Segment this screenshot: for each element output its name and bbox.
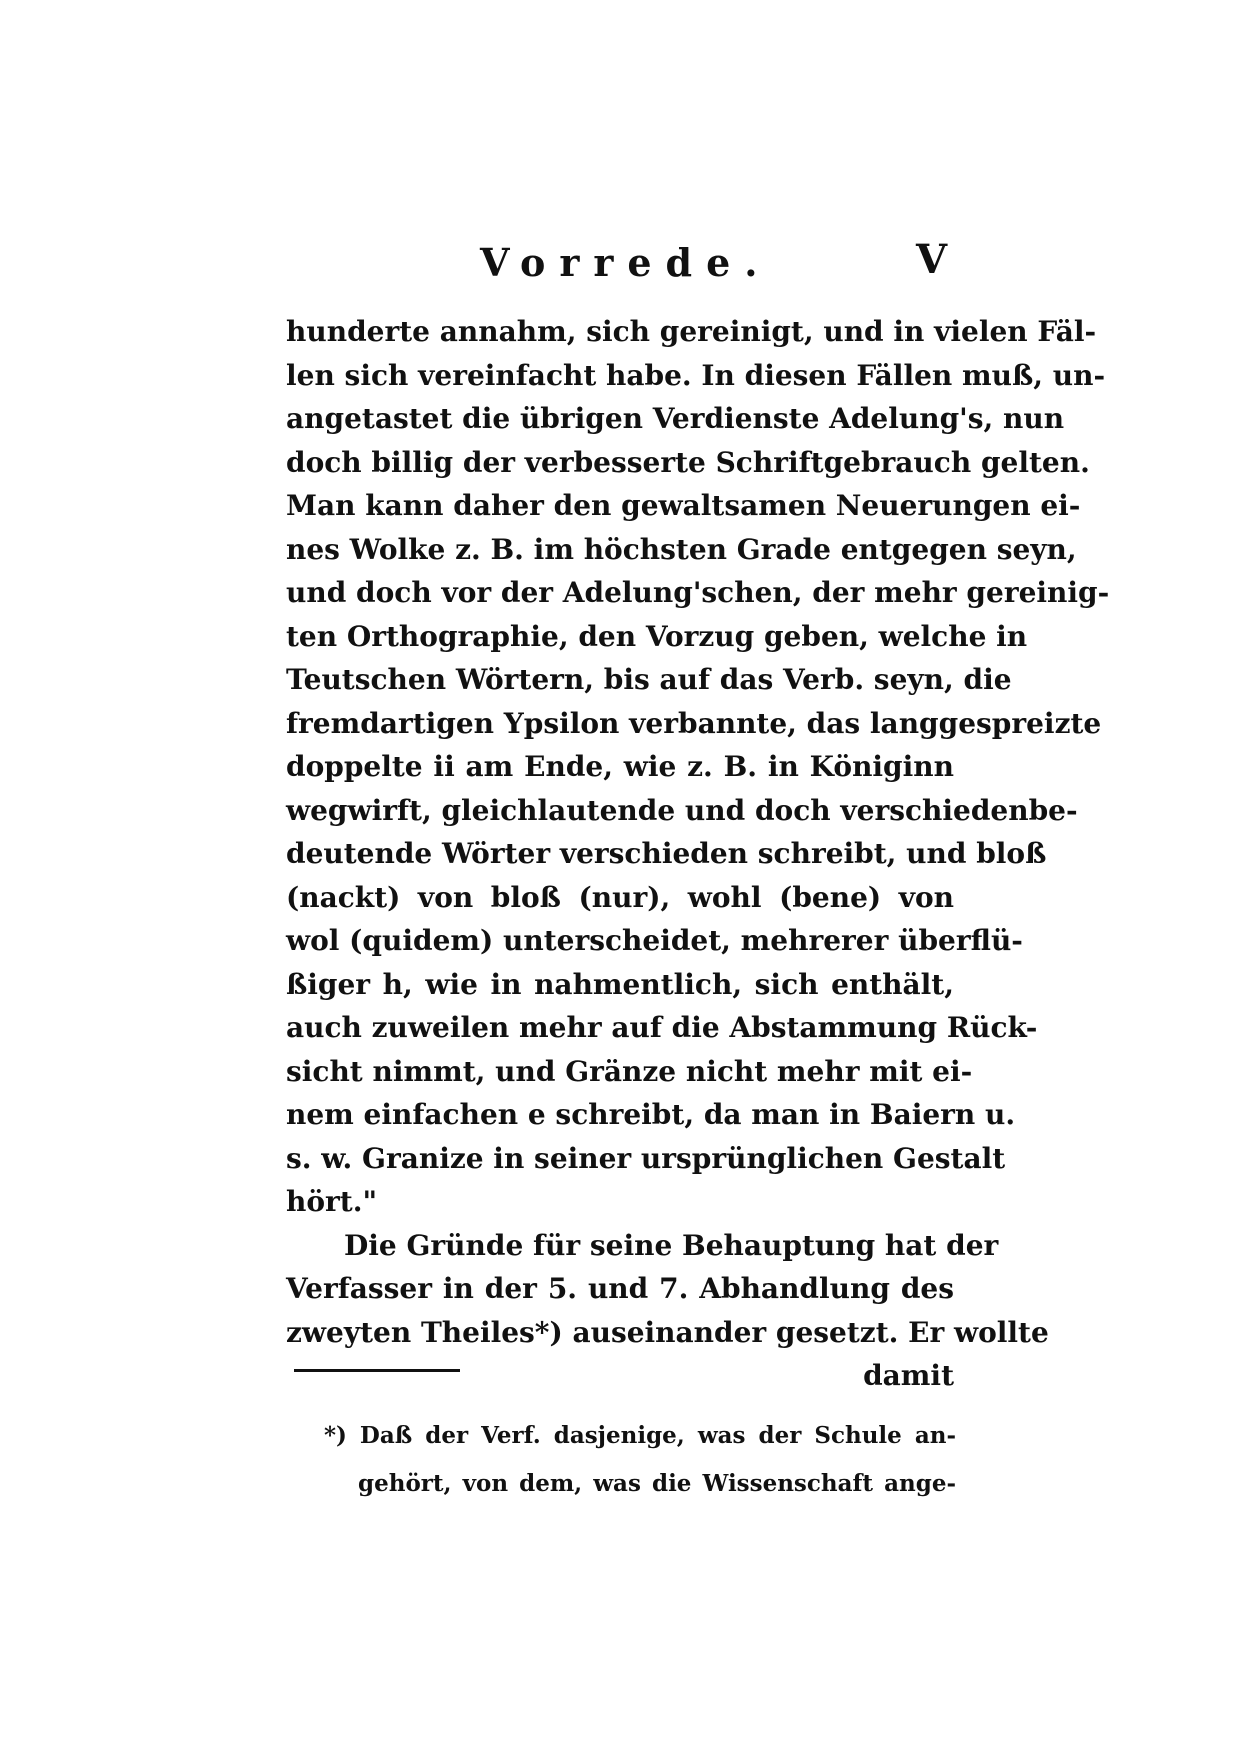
text-line: nes Wolke z. B. im höchsten Grade entgegen seyn, xyxy=(286,532,1077,566)
text-line: hört." xyxy=(286,1185,378,1218)
running-header-title: Vorrede. xyxy=(480,240,772,285)
text-line: deutende Wörter verschieden schreibt, und bloß xyxy=(286,837,1047,870)
text-line: hunderte annahm, sich gereinigt, und in vielen Fäl- xyxy=(286,315,1097,348)
text-line: Man kann daher den gewaltsamen Neuerungen ei- xyxy=(286,489,1081,522)
text-line: angetastet die übrigen Verdienste Adelung's, nun xyxy=(286,402,1065,435)
paragraph-line: Die Gründe für seine Behauptung hat der xyxy=(344,1228,999,1262)
paragraph-line: Verfasser in der 5. und 7. Abhandlung des xyxy=(286,1272,954,1305)
text-line: doch billig der verbesserte Schriftgebrauch gelten. xyxy=(286,445,1090,479)
footnote-line: gehört, von dem, was die Wissenschaft ange- xyxy=(358,1470,956,1497)
text-line: s. w. Granize in seiner ursprünglichen Gestalt xyxy=(286,1141,1006,1175)
footnote xyxy=(324,1412,956,1508)
text-line: fremdartigen Ypsilon verbannte, das langgespreizte xyxy=(286,706,1102,740)
footnote-rule xyxy=(294,1369,460,1372)
footnote-line: *) Daß der Verf. dasjenige, was der Schule an- xyxy=(324,1422,956,1449)
text-line: Teutschen Wörtern, bis auf das Verb. seyn, die xyxy=(286,663,1012,696)
text-line: wol (quidem) unterscheidet, mehrerer überflü- xyxy=(286,924,1023,957)
text-line: auch zuweilen mehr auf die Abstammung Rück- xyxy=(286,1011,1038,1044)
text-line: ßiger h, wie in nahmentlich, sich enthält, xyxy=(286,967,954,1001)
text-line: ten Orthographie, den Vorzug geben, welche in xyxy=(286,619,1028,653)
body-text xyxy=(286,310,1110,1398)
text-line: und doch vor der Adelung'schen, der mehr gereinig- xyxy=(286,576,1110,609)
text-line: (nackt) von bloß (nur), wohl (bene) von xyxy=(286,880,954,914)
catchword: damit xyxy=(863,1359,954,1392)
text-line: nem einfachen e schreibt, da man in Baiern u. xyxy=(286,1098,1016,1131)
paragraph-line: zweyten Theiles*) auseinander gesetzt. Er wollte xyxy=(286,1315,1049,1349)
page-number: V xyxy=(916,236,948,283)
text-line: sicht nimmt, und Gränze nicht mehr mit ei- xyxy=(286,1054,973,1088)
text-line: wegwirft, gleichlautende und doch verschiedenbe- xyxy=(286,793,1078,827)
text-line: doppelte ii am Ende, wie z. B. in Königinn xyxy=(286,750,954,783)
text-line: len sich vereinfacht habe. In diesen Fällen muß, un- xyxy=(286,358,1106,392)
